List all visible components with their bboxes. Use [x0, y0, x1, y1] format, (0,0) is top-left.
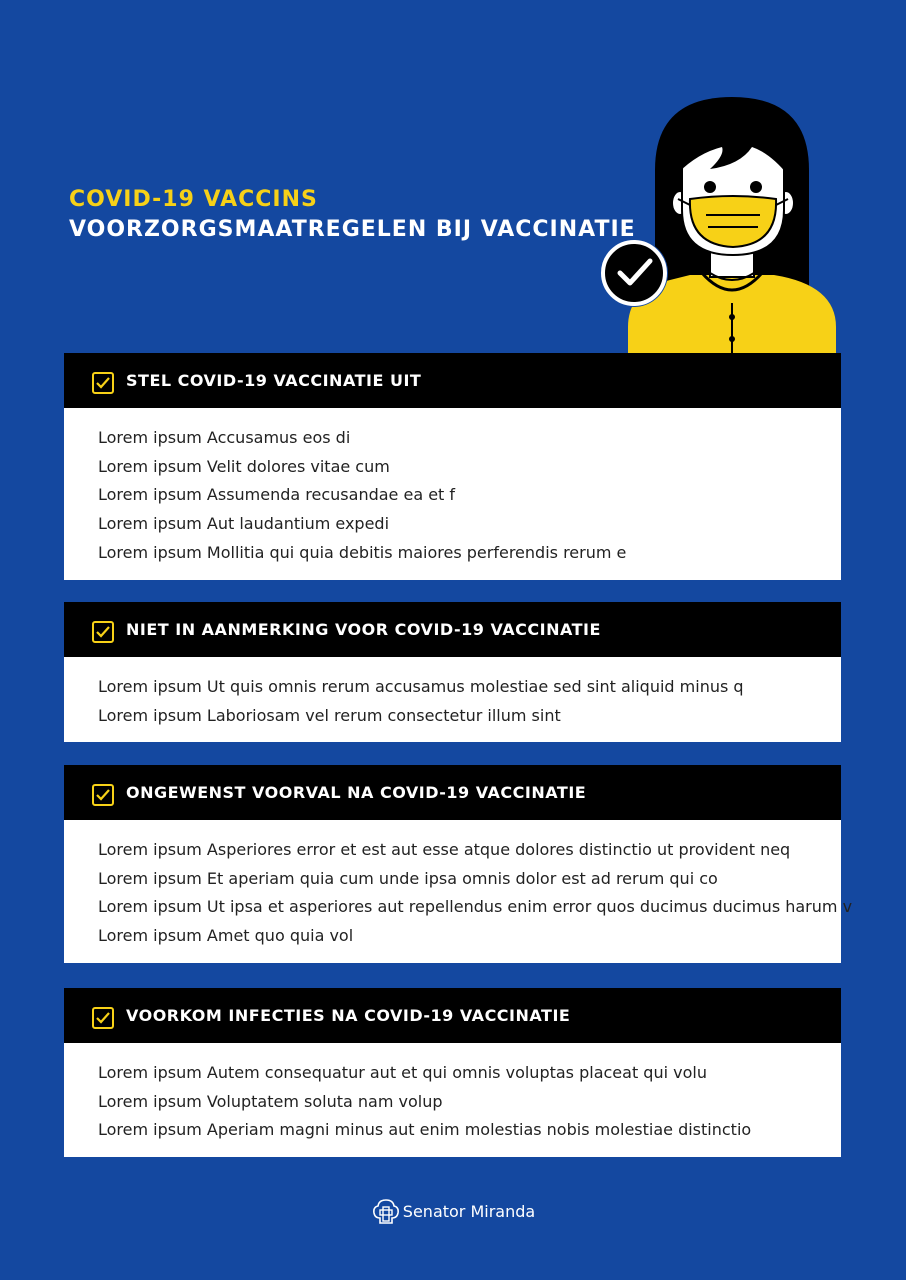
- list-item: Lorem ipsum Laboriosam vel rerum consectetur illum sint: [98, 705, 561, 725]
- list-item: Lorem ipsum Autem consequatur aut et qui omnis voluptas placeat qui volu: [98, 1063, 707, 1082]
- section-title: NIET IN AANMERKING VOOR COVID-19 VACCINATIE: [126, 620, 601, 639]
- footer-brand-text: Senator Miranda: [402, 1201, 536, 1221]
- section-title: STEL COVID-19 VACCINATIE UIT: [126, 371, 422, 390]
- page-title: COVID-19 VACCINS: [69, 187, 318, 212]
- page-title-block: [69, 186, 636, 246]
- section-title: ONGEWENST VOORVAL NA COVID-19 VACCINATIE: [126, 783, 587, 802]
- section-not-eligible: [64, 602, 841, 742]
- list-item: Lorem ipsum Amet quo quia vol: [98, 926, 354, 946]
- section-body: [64, 408, 841, 580]
- footer: [0, 1196, 906, 1226]
- section-prevent-infections: [64, 988, 841, 1157]
- list-item: Lorem ipsum Ut quis omnis rerum accusamus molestiae sed sint aliquid minus q: [98, 677, 744, 696]
- checkbox-icon: [92, 784, 114, 806]
- list-item: Lorem ipsum Ut ipsa et asperiores aut repellendus enim error quos ducimus ducimus harum v: [98, 897, 853, 917]
- masked-woman-check-icon: [590, 95, 840, 353]
- section-body: [64, 820, 853, 963]
- list-item: Lorem ipsum Asperiores error et est aut esse atque dolores distinctio ut provident neq: [98, 840, 791, 859]
- checkbox-icon: [92, 621, 114, 643]
- list-item: Lorem ipsum Aperiam magni minus aut enim molestias nobis molestiae distinctio: [98, 1120, 752, 1140]
- checkbox-icon: [92, 372, 114, 394]
- section-header: [64, 765, 841, 820]
- section-title: VOORKOM INFECTIES NA COVID-19 VACCINATIE: [126, 1006, 571, 1025]
- list-item: Lorem ipsum Velit dolores vitae cum: [98, 456, 390, 476]
- checkbox-icon: [92, 1007, 114, 1029]
- section-delay-vaccination: [64, 353, 841, 580]
- senator-miranda-logo-icon: [371, 1196, 401, 1226]
- section-body: [64, 657, 841, 742]
- section-header: [64, 353, 841, 408]
- list-item: Lorem ipsum Mollitia qui quia debitis maiores perferendis rerum e: [98, 542, 627, 562]
- list-item: Lorem ipsum Et aperiam quia cum unde ipsa omnis dolor est ad rerum qui co: [98, 868, 718, 888]
- page-subtitle: VOORZORGSMAATREGELEN BIJ VACCINATIE: [69, 217, 636, 242]
- list-item: Lorem ipsum Accusamus eos di: [98, 428, 351, 447]
- section-body: [64, 1043, 841, 1157]
- list-item: Lorem ipsum Assumenda recusandae ea et f: [98, 485, 456, 505]
- list-item: Lorem ipsum Aut laudantium expedi: [98, 514, 390, 534]
- section-adverse-event: [64, 765, 853, 963]
- section-header: [64, 988, 841, 1043]
- section-header: [64, 602, 841, 657]
- list-item: Lorem ipsum Voluptatem soluta nam volup: [98, 1091, 443, 1111]
